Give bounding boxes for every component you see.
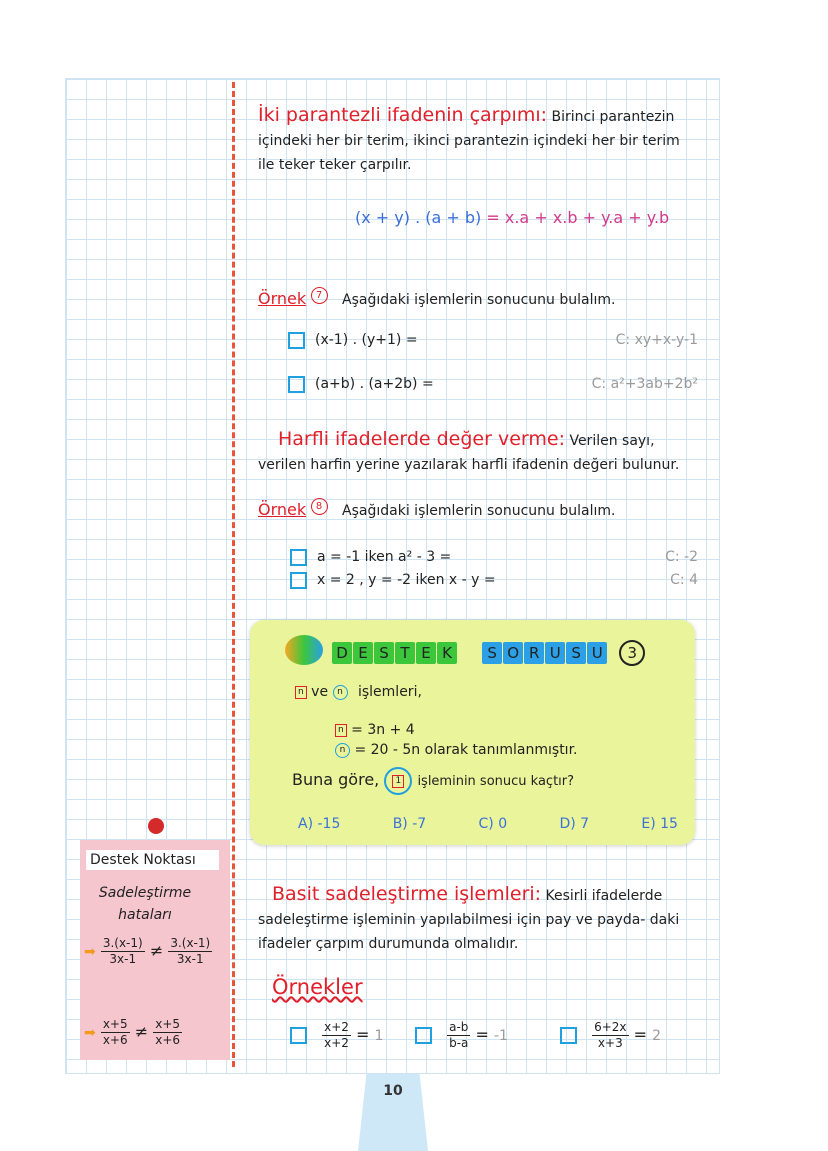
intro-text: ve — [311, 684, 329, 700]
question-part: işleminin sonucu kaçtır? — [417, 774, 575, 789]
option-b[interactable]: B) -7 — [392, 816, 427, 832]
simplify-item: $\frac{6+2x}{x+3}$ = 2 — [560, 1020, 661, 1051]
checkbox[interactable] — [290, 549, 307, 566]
answer: C: 4 — [670, 572, 698, 588]
option-a[interactable]: A) -15 — [298, 816, 341, 832]
example-prompt: Aşağıdaki işlemlerin sonucunu bulalım. — [342, 503, 616, 519]
title-letter: T — [395, 642, 415, 664]
answer: 2 — [652, 1028, 662, 1044]
section-text: Birinci parantezin içindeki her bir terim, ikinci parantezin içindeki her bir terim ile teker teker çarpılır. — [258, 109, 680, 173]
question-number: 3 — [619, 640, 645, 666]
checkbox[interactable] — [288, 332, 305, 349]
title-letter: S — [374, 642, 394, 664]
arrow-icon: ➡ — [84, 944, 96, 960]
denominator: x+6 — [102, 1033, 128, 1047]
not-equal: ≠ — [134, 1022, 149, 1041]
denominator: 3x-1 — [109, 952, 137, 966]
checkbox[interactable] — [290, 572, 307, 589]
example-8-heading — [258, 498, 615, 523]
title-letter: E — [416, 642, 436, 664]
denominator: x+3 — [597, 1036, 623, 1050]
example-item — [290, 545, 698, 569]
title-letter: S — [566, 642, 586, 664]
intro-line — [295, 680, 422, 704]
pushpin-icon — [148, 818, 164, 834]
page-number: 10 — [383, 1083, 403, 1099]
answer: -1 — [493, 1028, 508, 1044]
question: (x-1) . (y+1) = — [315, 332, 418, 348]
circle-operator: n — [333, 685, 348, 700]
option-c[interactable]: C) 0 — [478, 816, 508, 832]
option-e[interactable]: E) 15 — [641, 816, 678, 832]
brain-icon — [285, 635, 323, 665]
title-letter: K — [437, 642, 457, 664]
circle-operator: n — [335, 743, 350, 758]
section-title: İki parantezli ifadenin çarpımı: — [258, 104, 548, 126]
example-label: Örnek — [258, 500, 307, 519]
answer-options — [298, 812, 678, 836]
formula-right: = x.a + x.b + y.a + y.b — [486, 208, 670, 227]
note-title: Destek Noktası — [86, 850, 219, 870]
title-letter: U — [545, 642, 565, 664]
definition-2 — [335, 738, 578, 762]
example-item — [288, 372, 698, 396]
example-prompt: Aşağıdaki işlemlerin sonucunu bulalım. — [342, 292, 616, 308]
product-formula — [355, 208, 669, 227]
answer: C: -2 — [665, 549, 698, 565]
section-title: Harfli ifadelerde değer verme: — [278, 428, 565, 450]
title-letter: O — [503, 642, 523, 664]
not-equal: ≠ — [149, 941, 164, 960]
support-question-title — [332, 640, 645, 666]
denominator: x+2 — [324, 1036, 349, 1050]
numerator: a-b — [449, 1020, 469, 1034]
title-letter: R — [524, 642, 544, 664]
example-number: 7 — [311, 287, 328, 304]
definition-text: = 20 - 5n olarak tanımlanmıştır. — [354, 742, 578, 758]
option-d[interactable]: D) 7 — [559, 816, 590, 832]
support-question-box — [250, 620, 695, 845]
definition-text: = 3n + 4 — [351, 722, 415, 738]
title-letter: S — [482, 642, 502, 664]
checkbox[interactable] — [290, 1027, 307, 1044]
denominator: b-a — [449, 1036, 469, 1050]
numerator: 3.(x-1) — [170, 936, 211, 950]
examples-heading: Örnekler — [272, 975, 363, 999]
section-text: Kesirli ifadelerde sadeleştirme işleminin yapılabilmesi için pay ve payda- daki ifadeler çarpım durumunda olmalıdır. — [258, 888, 680, 952]
checkbox[interactable] — [560, 1027, 577, 1044]
denominator: x+6 — [155, 1033, 181, 1047]
numerator: 3.(x-1) — [102, 936, 143, 950]
intro-text-2: işlemleri, — [357, 684, 422, 700]
answer: C: a²+3ab+2b² — [591, 376, 698, 392]
numerator: x+5 — [102, 1017, 128, 1031]
arrow-icon: ➡ — [84, 1025, 96, 1041]
square-operator: n — [335, 724, 347, 737]
mistake-example-2 — [84, 1017, 182, 1048]
mistake-example-1 — [84, 936, 212, 967]
example-number: 8 — [311, 498, 328, 515]
square-operator: n — [295, 686, 307, 699]
title-letter: E — [353, 642, 373, 664]
formula-left: (x + y) . (a + b) — [355, 208, 482, 227]
margin-line — [232, 82, 235, 1067]
nested-operator: 1 — [392, 775, 404, 788]
section-products — [258, 103, 698, 177]
numerator: x+5 — [155, 1017, 181, 1031]
section-title: Basit sadeleştirme işlemleri: — [272, 883, 542, 905]
question: (a+b) . (a+2b) = — [315, 376, 434, 392]
example-7-heading — [258, 287, 615, 312]
question: a = -1 iken a² - 3 = — [317, 549, 452, 565]
question-part: Buna göre, — [292, 770, 380, 789]
title-letter: D — [332, 642, 352, 664]
note-subtitle: Sadeleştirme hataları — [98, 885, 192, 923]
numerator: 6+2x — [594, 1020, 627, 1034]
simplify-item: $\frac{x+2}{x+2}$ = 1 — [290, 1020, 383, 1051]
simplify-item: $\frac{a-b}{b-a}$ = -1 — [415, 1020, 508, 1051]
answer: C: xy+x-y-1 — [615, 332, 698, 348]
support-point-note — [80, 840, 230, 1060]
checkbox[interactable] — [415, 1027, 432, 1044]
answer: 1 — [374, 1028, 384, 1044]
section-substitution — [258, 427, 698, 477]
example-item — [290, 568, 698, 592]
numerator: x+2 — [324, 1020, 349, 1034]
question: x = 2 , y = -2 iken x - y = — [317, 572, 496, 588]
checkbox[interactable] — [288, 376, 305, 393]
section-text: Verilen sayı, verilen harfin yerine yazılarak harfli ifadenin değeri bulunur. — [258, 433, 680, 473]
denominator: 3x-1 — [176, 952, 204, 966]
example-item — [288, 328, 698, 352]
example-label: Örnek — [258, 289, 307, 308]
title-letter: U — [587, 642, 607, 664]
question-text — [292, 765, 574, 797]
section-simplification — [258, 882, 698, 956]
